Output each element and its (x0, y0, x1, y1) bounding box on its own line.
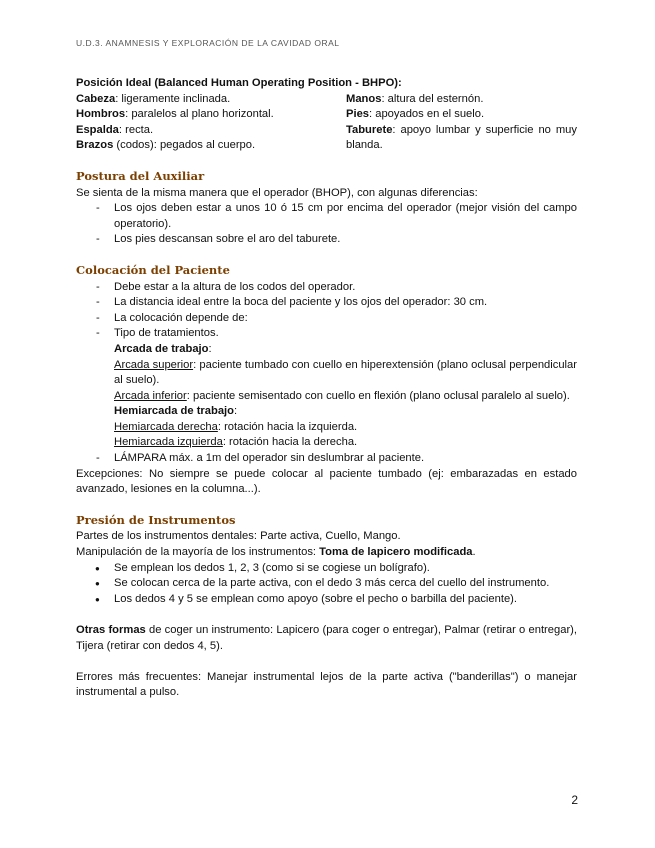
list-item: ● Se colocan cerca de la parte activa, con el dedo 3 más cerca del cuello del instrumento. (76, 576, 577, 592)
list-item: - La colocación depende de: (76, 311, 577, 327)
bhpo-item-manos: Manos: altura del esternón. (346, 92, 484, 105)
list-item: ● Los dedos 4 y 5 se emplean como apoyo (sobre el pecho o barbilla del paciente). (76, 592, 577, 608)
list-item: - Tipo de tratamientos. (76, 326, 577, 342)
auxiliar-intro: Se sienta de la misma manera que el operador (BHOP), con algunas diferencias: (76, 186, 478, 199)
arcada-inferior: Arcada inferior: paciente semisentado con cuello en flexión (plano oclusal paralelo al suelo). (114, 389, 570, 402)
list-item: - Debe estar a la altura de los codos del operador. (76, 280, 577, 296)
hemiarcada-title: Hemiarcada de trabajo: (114, 405, 238, 418)
errores-frecuentes: Errores más frecuentes: Manejar instrumental lejos de la parte activa ("banderillas") o manejar instrumental a pulso. (76, 670, 577, 699)
list-item: ● Se emplean los dedos 1, 2, 3 (como si se cogiese un bolígrafo). (76, 561, 577, 577)
paciente-list (76, 280, 577, 342)
bhpo-item-brazos: Brazos (codos): pegados al cuerpo. (76, 139, 256, 152)
spacer (76, 654, 577, 670)
bhpo-right-column (346, 92, 577, 154)
manipulacion: Manipulación de la mayoría de los instrumentos: Toma de lapicero modificada. (76, 546, 476, 559)
bhpo-item-espalda: Espalda: recta. (76, 123, 154, 136)
arcada-title: Arcada de trabajo: (114, 342, 212, 355)
bhpo-title: Posición Ideal (Balanced Human Operating Position - BHPO): (76, 77, 402, 89)
page-body (76, 76, 577, 701)
presion-list (76, 561, 577, 608)
auxiliar-list (76, 201, 577, 248)
bhpo-item-taburete: Taburete: apoyo lumbar y superficie no muy blanda. (346, 123, 577, 152)
section-heading-presion: Presión de Instrumentos (76, 512, 236, 527)
list-item: - LÁMPARA máx. a 1m del operador sin deslumbrar al paciente. (76, 451, 577, 467)
hemiarcada-derecha: Hemiarcada derecha: rotación hacia la izquierda. (114, 420, 358, 433)
bhpo-item-pies: Pies: apoyados en el suelo. (346, 108, 485, 121)
spacer (76, 607, 577, 623)
page-number: 2 (571, 793, 578, 807)
excepciones: Excepciones: No siempre se puede colocar al paciente tumbado (ej: embarazadas en estado avanzado, lesiones en la columna...). (76, 467, 577, 496)
otras-formas: Otras formas de coger un instrumento: Lapicero (para coger o entregar), Palmar (retirar o entregar), Tijera (retirar con dedos 4, 5). (76, 624, 577, 652)
bhpo-item-cabeza: Cabeza: ligeramente inclinada. (76, 92, 231, 105)
bhpo-item-hombros: Hombros: paralelos al plano horizontal. (76, 108, 274, 121)
list-item: - Los ojos deben estar a unos 10 ó 15 cm por encima del operador (mejor visión del campo operatorio). (76, 201, 577, 232)
section-heading-paciente: Colocación del Paciente (76, 262, 230, 277)
list-item: - La distancia ideal entre la boca del paciente y los ojos del operador: 30 cm. (76, 295, 577, 311)
bhpo-columns (76, 92, 577, 154)
section-heading-auxiliar: Postura del Auxiliar (76, 168, 205, 183)
partes-instrumentos: Partes de los instrumentos dentales: Parte activa, Cuello, Mango. (76, 530, 401, 543)
list-item: - Los pies descansan sobre el aro del taburete. (76, 232, 577, 248)
bhpo-left-column (76, 92, 346, 154)
running-header: U.D.3. ANAMNESIS Y EXPLORACIÓN DE LA CAVIDAD ORAL (76, 38, 340, 48)
paciente-list-lampara (76, 451, 577, 467)
arcada-superior: Arcada superior: paciente tumbado con cuello en hiperextensión (plano oclusal perpendicular al suelo). (114, 358, 577, 387)
hemiarcada-izquierda: Hemiarcada izquierda: rotación hacia la derecha. (114, 436, 358, 449)
